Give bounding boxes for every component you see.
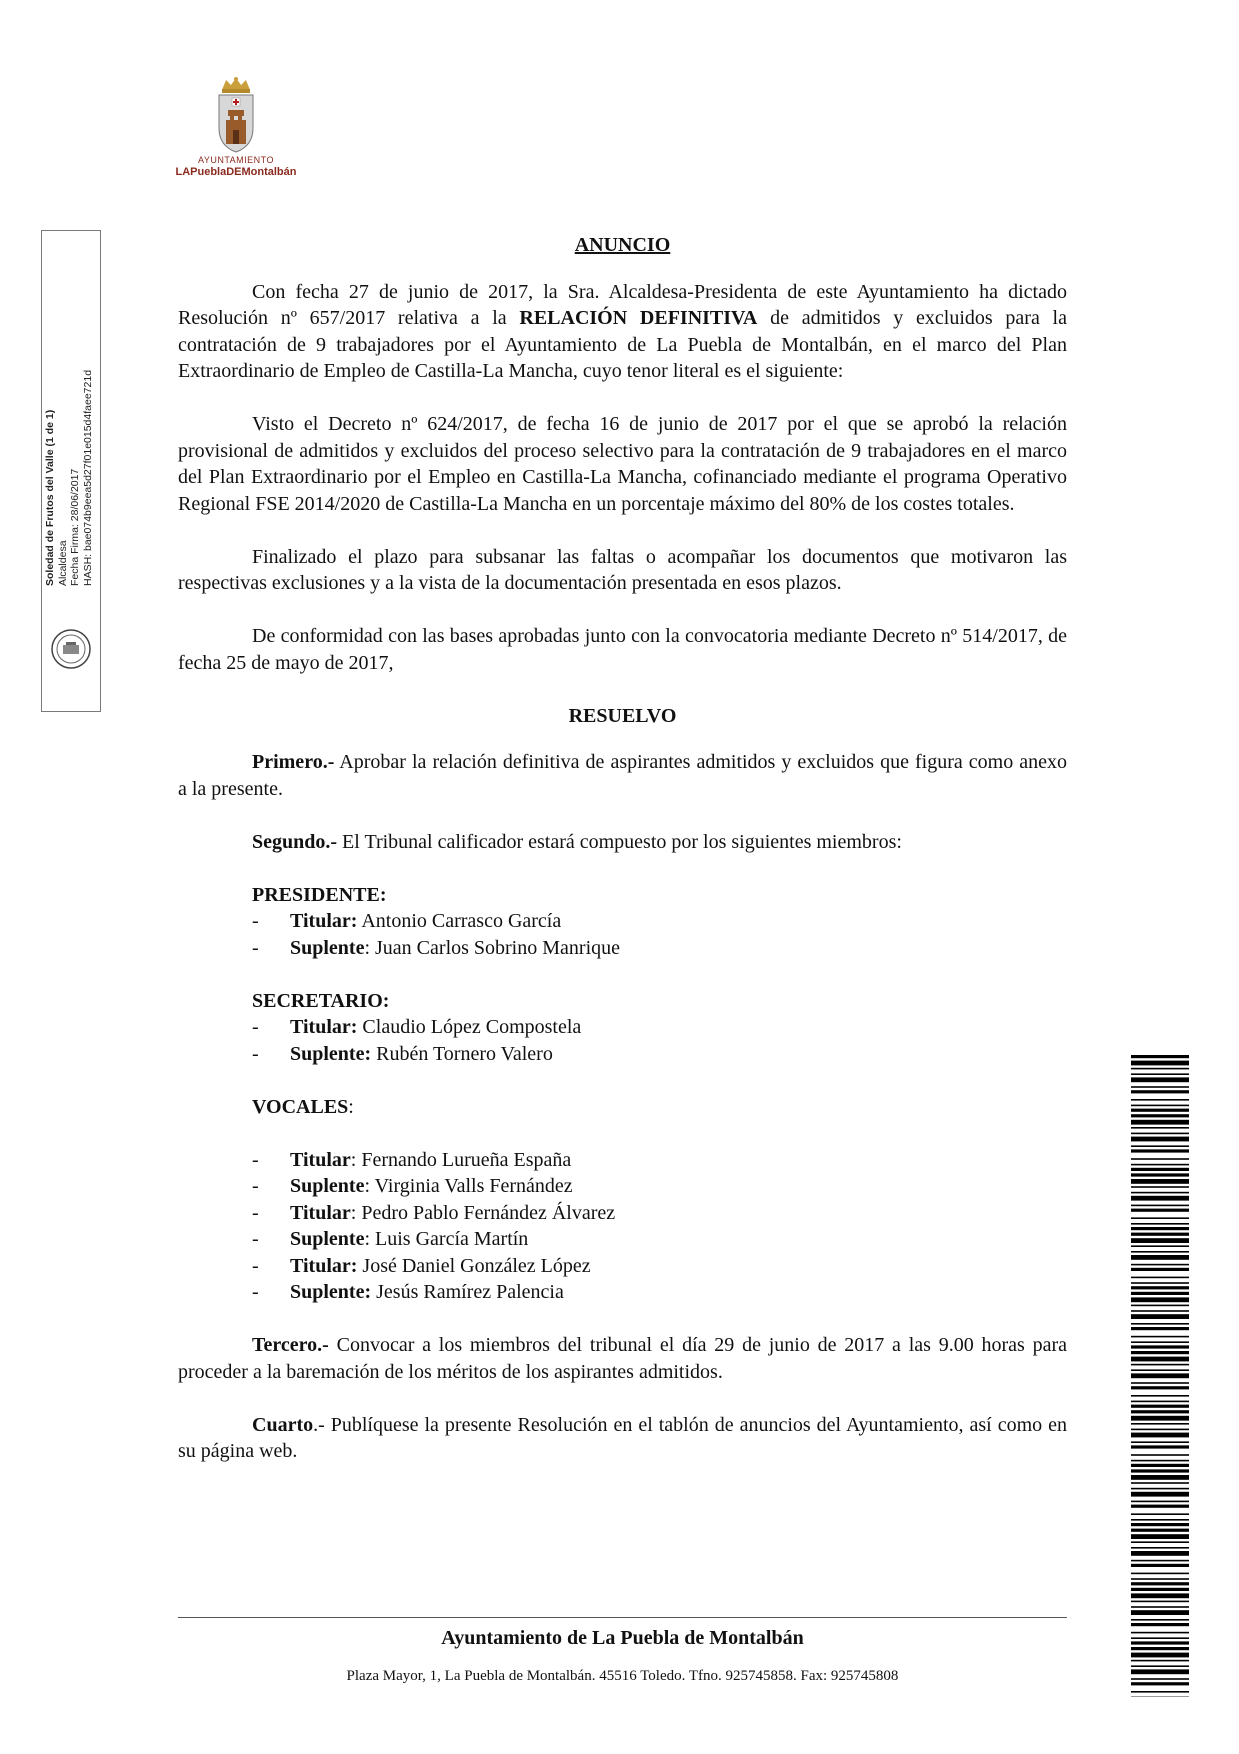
list-item: - Suplente: Jesús Ramírez Palencia (252, 1281, 564, 1303)
seal-icon (50, 628, 92, 670)
list-item: - Suplente: Rubén Tornero Valero (252, 1042, 553, 1065)
paragraph-segundo: Segundo.- El Tribunal calificador estará compuesto por los siguientes miembros: (252, 830, 902, 853)
list-item: - Suplente: Luis García Martín (252, 1228, 529, 1250)
secretario-block (178, 988, 1067, 1068)
signature-hash: HASH: bae074b9eea5d27f01e015d4faee721d (81, 369, 94, 586)
logo-ayuntamiento-text: AYUNTAMIENTO (197, 155, 274, 165)
resuelvo-heading: RESUELVO (568, 704, 677, 727)
secretario-heading: SECRETARIO: (252, 989, 390, 1012)
presidente-block (178, 882, 1067, 962)
footer-address: Plaza Mayor, 1, La Puebla de Montalbán. 45516 Toledo. Tfno. 925745858. Fax: 925745808 (346, 1668, 899, 1684)
footer-title: Ayuntamiento de La Puebla de Montalbán (441, 1627, 804, 1649)
document-body (178, 232, 1067, 1491)
paragraph-finalizado: Finalizado el plazo para subsanar las faltas o acompañar los documentos que motivaron las respectivas exclusiones y a la vista de la documentación presentada en esos plazos. (178, 545, 1067, 594)
logo-town-text: LAPueblaDEMontalbán (175, 166, 297, 178)
paragraph-conformidad: De conformidad con las bases aprobadas junto con la convocatoria mediante Decreto nº 514/2017, de fecha 25 de mayo de 2017, (178, 625, 1067, 674)
municipal-logo (174, 76, 298, 188)
list-item: - Titular: Antonio Carrasco García (252, 910, 562, 932)
signature-role: Alcaldesa (56, 540, 69, 586)
vocales-block (178, 1094, 1067, 1306)
signature-info (44, 286, 98, 586)
list-item: - Titular: José Daniel González López (252, 1254, 591, 1277)
paragraph-tercero: Tercero.- Convocar a los miembros del tribunal el día 29 de junio de 2017 a las 9.00 horas para proceder a la baremación de los méritos de los aspirantes admitidos. (178, 1334, 1067, 1383)
paragraph-visto: Visto el Decreto nº 624/2017, de fecha 16 de junio de 2017 por el que se aprobó la relación provisional de admitidos y excluidos del proceso selectivo para la contratación de 9 trabajadores en el marco del Plan Extraordinario por el Empleo en Castilla-La Mancha, cofinanciado mediante el programa Operativo Regional FSE 2014/2020 de Castilla-La Mancha en un porcentaje máximo del 80% de los costes totales. (178, 413, 1067, 515)
list-item: - Suplente: Virginia Valls Fernández (252, 1175, 573, 1197)
list-item: - Suplente: Juan Carlos Sobrino Manrique (252, 936, 620, 959)
barcode-icon (1131, 1055, 1189, 1697)
presidente-heading: PRESIDENTE: (252, 883, 387, 906)
list-item: - Titular: Claudio López Compostela (252, 1016, 582, 1038)
footer-divider (178, 1617, 1067, 1618)
list-item: - Titular: Pedro Pablo Fernández Álvarez (252, 1201, 616, 1224)
coat-of-arms-icon (214, 76, 258, 154)
paragraph-cuarto: Cuarto.- Publíquese la presente Resolución en el tablón de anuncios del Ayuntamiento, así como en su página web. (178, 1413, 1067, 1462)
paragraph-primero: Primero.- Aprobar la relación definitiva de aspirantes admitidos y excluidos que figura como anexo a la presente. (178, 751, 1067, 800)
signature-date: Fecha Firma: 28/06/2017 (69, 468, 81, 586)
page-title: ANUNCIO (574, 234, 671, 256)
signature-signer: Soledad de Frutos del Valle (1 de 1) (44, 409, 56, 586)
vocales-heading: VOCALES: (252, 1095, 354, 1118)
list-item: - Titular: Fernando Lurueña España (252, 1148, 572, 1171)
paragraph-intro: Con fecha 27 de junio de 2017, la Sra. Alcaldesa-Presidenta de este Ayuntamiento ha dictado Resolución nº 657/2017 relativa a la RELACIÓN DEFINITIVA de admitidos y excluidos para la contratación de 9 trabajadores por el Ayuntamiento de La Puebla de Montalbán, en el marco del Plan Extraordinario de Empleo de Castilla-La Mancha, cuyo tenor literal es el siguiente: (178, 280, 1067, 382)
